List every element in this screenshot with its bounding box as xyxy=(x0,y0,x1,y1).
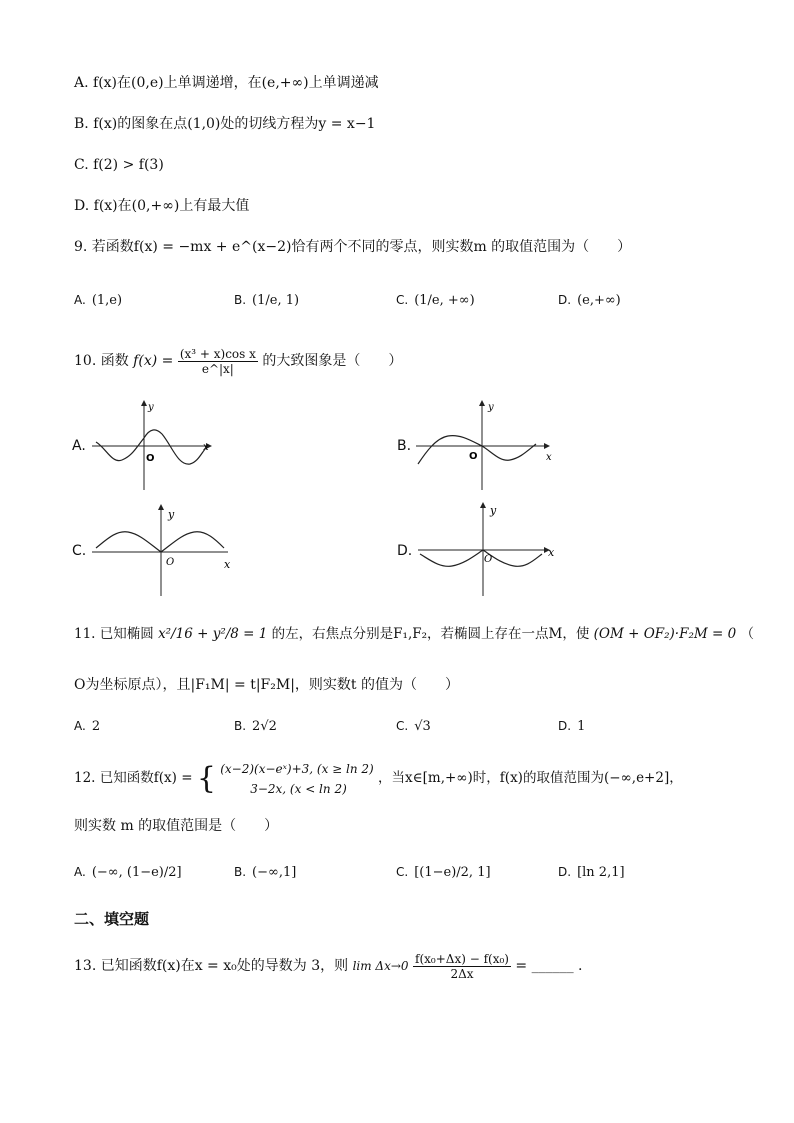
x-label: x xyxy=(203,442,209,453)
q11-option-a xyxy=(74,706,100,747)
y-axis-arrow xyxy=(480,502,486,508)
q13-suffix: = ______ . xyxy=(515,958,583,974)
q9-option-d-text: (e,+∞) xyxy=(577,293,621,308)
origin-label: O xyxy=(166,557,175,568)
q12-option-b xyxy=(234,852,296,893)
x-label: x xyxy=(546,452,552,463)
y-label: y xyxy=(148,402,154,413)
q8-option-b xyxy=(74,113,734,135)
y-axis-arrow xyxy=(158,504,164,510)
y-label: y xyxy=(168,508,175,521)
q9-option-d xyxy=(558,280,621,321)
q9-option-c xyxy=(396,280,475,321)
q12-option-c-label: C. xyxy=(396,865,409,879)
q9-option-a xyxy=(74,280,122,321)
q11-option-b-label: B. xyxy=(234,719,247,733)
q11-prefix: 11. 已知椭圆 xyxy=(74,626,154,642)
q12-option-b-label: B. xyxy=(234,865,247,879)
x-label: x xyxy=(224,558,231,571)
q8-option-c xyxy=(74,154,734,176)
q12-case2: 3−2x, (x < ln 2) xyxy=(250,781,347,796)
q13-limit: lim Δx→0 xyxy=(352,959,409,973)
q12-options xyxy=(74,852,734,892)
q9-option-a-label: A. xyxy=(74,293,86,307)
q12-option-d-text: [ln 2,1] xyxy=(577,865,625,880)
q10-stem-prefix: 10. 函数 xyxy=(74,353,129,369)
q8-option-c-text: f(2) > f(3) xyxy=(93,157,164,173)
origin-label: O xyxy=(469,451,478,462)
q10-graph-b xyxy=(412,398,558,494)
q9-option-c-text: (1/e, +∞) xyxy=(414,293,475,308)
q9-stem: 9. 若函数f(x) = −mx + e^(x−2)恰有两个不同的零点，则实数m 的取值范围为（ ） xyxy=(74,239,632,255)
y-label: y xyxy=(490,504,497,517)
q11-option-d-text: 1 xyxy=(577,719,586,734)
q13-denominator: 2Δx xyxy=(450,966,474,981)
q12-suffix: ，当x∈[m,+∞)时，f(x)的取值范围为(−∞,e+2]， xyxy=(378,770,683,786)
y-axis-arrow xyxy=(479,400,485,406)
q11-line1-end: （ xyxy=(740,626,754,642)
section-title: 二、填空题 xyxy=(74,910,150,928)
x-label: x xyxy=(548,546,555,559)
q9-option-b-text: (1/e, 1) xyxy=(252,293,300,308)
q12-option-a xyxy=(74,852,182,893)
q11-mid: 的左，右焦点分别是F₁,F₂，若椭圆上存在一点M，使 xyxy=(271,626,590,642)
q12-stem xyxy=(74,756,734,800)
q10-stem xyxy=(74,343,734,379)
q12-piecewise xyxy=(220,759,374,799)
q8-option-c-label: C. xyxy=(74,157,89,173)
q9-option-b-label: B. xyxy=(234,293,247,307)
brace-icon: { xyxy=(196,760,216,796)
q12-option-a-text: (−∞, (1−e)/2] xyxy=(91,865,182,880)
q10-numerator: (x³ + x)cos x xyxy=(179,346,256,361)
q11-option-c xyxy=(396,706,431,747)
origin-label: O xyxy=(484,554,493,565)
q12-option-d xyxy=(558,852,625,893)
q8-option-b-text: f(x)的图象在点(1,0)处的切线方程为y = x−1 xyxy=(93,116,376,132)
q11-line2: O为坐标原点），且|F₁M| = t|F₂M|，则实数t 的值为（ ） xyxy=(74,677,459,693)
q10-func: f(x) = xyxy=(133,353,174,369)
q9-option-b xyxy=(234,280,299,321)
q11-options xyxy=(74,706,734,746)
q9-option-a-text: (1,e) xyxy=(91,293,123,308)
q11-option-d xyxy=(558,706,585,747)
q13-numerator: f(x₀+Δx) − f(x₀) xyxy=(415,951,509,966)
q8-option-d xyxy=(74,195,734,217)
q10-denominator: e^|x| xyxy=(201,361,234,376)
q10-graph-a-label: A. xyxy=(72,438,86,454)
x-axis-arrow xyxy=(544,443,550,449)
q11-option-b-text: 2√2 xyxy=(252,719,277,734)
q10-graph-c-label: C. xyxy=(72,543,87,559)
q11-option-d-label: D. xyxy=(558,719,572,733)
q10-fraction xyxy=(178,347,258,376)
q8-option-d-label: D. xyxy=(74,198,90,214)
q11-option-c-label: C. xyxy=(396,719,409,733)
q9-option-c-label: C. xyxy=(396,293,409,307)
q8-option-b-label: B. xyxy=(74,116,89,132)
q10-stem-suffix: 的大致图象是（ ） xyxy=(262,353,403,369)
q13-stem xyxy=(74,946,734,986)
q12-option-a-label: A. xyxy=(74,865,86,879)
q12-option-d-label: D. xyxy=(558,865,572,879)
q9-options xyxy=(74,280,734,320)
q11-option-c-text: √3 xyxy=(414,719,431,734)
q12-option-b-text: (−∞,1] xyxy=(252,865,297,880)
curve xyxy=(420,550,542,566)
q12-option-c xyxy=(396,852,491,893)
q10-graph-b-label: B. xyxy=(397,438,412,454)
q12-prefix: 12. 已知函数f(x) = xyxy=(74,770,193,786)
y-axis-arrow xyxy=(141,400,147,406)
q10-graph-c xyxy=(88,502,238,598)
q8-option-a xyxy=(74,72,734,94)
q8-option-a-label: A. xyxy=(74,75,89,91)
q11-option-a-text: 2 xyxy=(91,719,101,734)
q13-fraction xyxy=(413,952,511,981)
q10-graph-a xyxy=(88,398,218,494)
q12-line2: 则实数 m 的取值范围是（ ） xyxy=(74,818,279,834)
q11-option-a-label: A. xyxy=(74,719,86,733)
curve xyxy=(96,532,224,552)
q11-line1 xyxy=(74,616,754,652)
q8-option-a-text: f(x)在(0,e)上单调递增，在(e,+∞)上单调递减 xyxy=(93,75,379,91)
q9-option-d-label: D. xyxy=(558,293,572,307)
q10-graph-d-label: D. xyxy=(397,543,413,559)
origin-label: O xyxy=(146,453,155,464)
y-label: y xyxy=(488,402,494,413)
q11-ellipse: x²/16 + y²/8 = 1 xyxy=(158,626,268,642)
q8-option-d-text: f(x)在(0,+∞)上有最大值 xyxy=(93,198,250,214)
q11-option-b xyxy=(234,706,277,747)
q12-case1: (x−2)(x−eˣ)+3, (x ≥ ln 2) xyxy=(220,761,374,776)
q10-graph-d xyxy=(414,500,564,598)
q13-prefix: 13. 已知函数f(x)在x = x₀处的导数为 3，则 xyxy=(74,958,349,974)
q12-option-c-text: [(1−e)/2, 1] xyxy=(414,865,491,880)
q11-vector-condition: (OM + OF₂)·F₂M = 0 xyxy=(593,626,737,642)
